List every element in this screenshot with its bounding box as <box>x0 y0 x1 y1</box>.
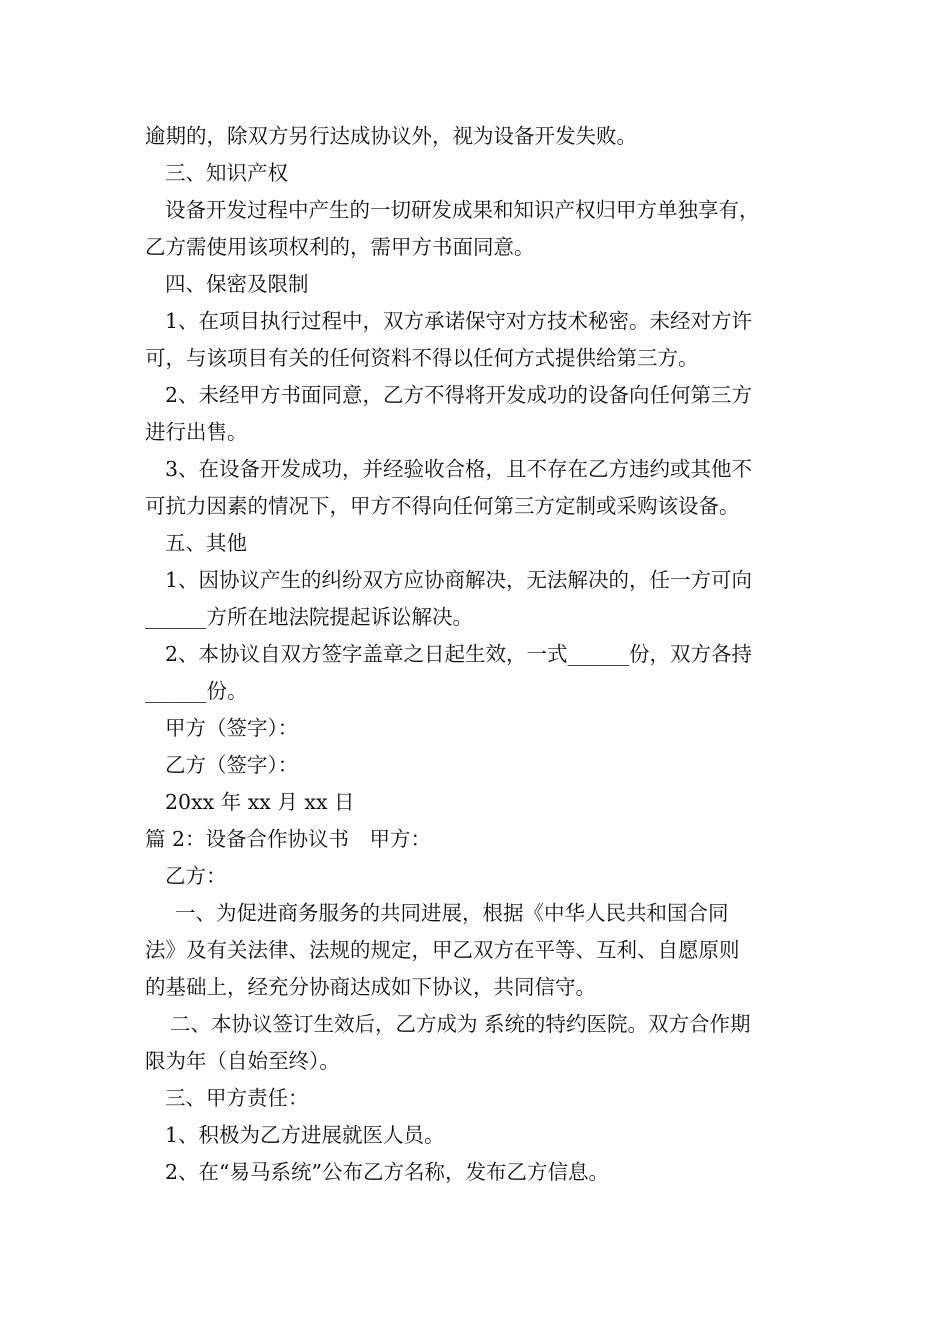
paragraph-line: 3、在设备开发成功，并经验收合格，且不存在乙方违约或其他不 <box>165 457 753 481</box>
paragraph-line: 2、未经甲方书面同意，乙方不得将开发成功的设备向任何第三方 <box>165 383 753 407</box>
section-heading-confidentiality: 四、保密及限制 <box>165 272 309 296</box>
section-heading-other: 五、其他 <box>165 531 247 555</box>
paragraph-line: 限为年（自始至终）。 <box>145 1049 340 1073</box>
paragraph-line: 逾期的，除双方另行达成协议外，视为设备开发失败。 <box>145 124 637 148</box>
document-title-part-2: 篇 2：设备合作协议书 甲方： <box>145 827 432 851</box>
paragraph-line: 可抗力因素的情况下，甲方不得向任何第三方定制或采购该设备。 <box>145 494 740 518</box>
section-heading-ip: 三、知识产权 <box>165 161 288 185</box>
paragraph-line: 乙方需使用该项权利的，需甲方书面同意。 <box>145 235 535 259</box>
section-heading-party-a-duties: 三、甲方责任： <box>165 1086 309 1110</box>
paragraph-line: 1、在项目执行过程中，双方承诺保守对方技术秘密。未经对方许 <box>165 309 753 333</box>
paragraph-line: 2、本协议自双方签字盖章之日起生效，一式______份，双方各持 <box>165 642 753 666</box>
paragraph-line: 二、本协议签订生效后，乙方成为 系统的特约医院。双方合作期 <box>170 1012 751 1036</box>
paragraph-line: 设备开发过程中产生的一切研发成果和知识产权归甲方单独享有， <box>165 198 760 222</box>
paragraph-line: 2、在“易马系统”公布乙方名称，发布乙方信息。 <box>165 1160 610 1184</box>
paragraph-line: 进行出售。 <box>145 420 248 444</box>
party-b-label: 乙方： <box>165 864 227 888</box>
paragraph-line: ______份。 <box>145 679 248 703</box>
party-b-signature: 乙方（签字）： <box>165 753 299 777</box>
paragraph-line: ______方所在地法院提起诉讼解决。 <box>145 605 473 629</box>
paragraph-line: 的基础上，经充分协商达成如下协议，共同信守。 <box>145 975 596 999</box>
document-body <box>145 118 825 1191</box>
paragraph-line: 1、积极为乙方进展就医人员。 <box>165 1123 445 1147</box>
signature-date: 20xx 年 xx 月 xx 日 <box>165 790 355 814</box>
paragraph-line: 法》及有关法律、法规的规定，甲乙双方在平等、互利、自愿原则 <box>145 938 740 962</box>
party-a-signature: 甲方（签字）： <box>165 716 299 740</box>
paragraph-line: 1、因协议产生的纠纷双方应协商解决，无法解决的，任一方可向 <box>165 568 753 592</box>
paragraph-line: 可，与该项目有关的任何资料不得以任何方式提供给第三方。 <box>145 346 699 370</box>
paragraph-line: 一、为促进商务服务的共同进展，根据《中华人民共和国合同 <box>175 901 729 925</box>
